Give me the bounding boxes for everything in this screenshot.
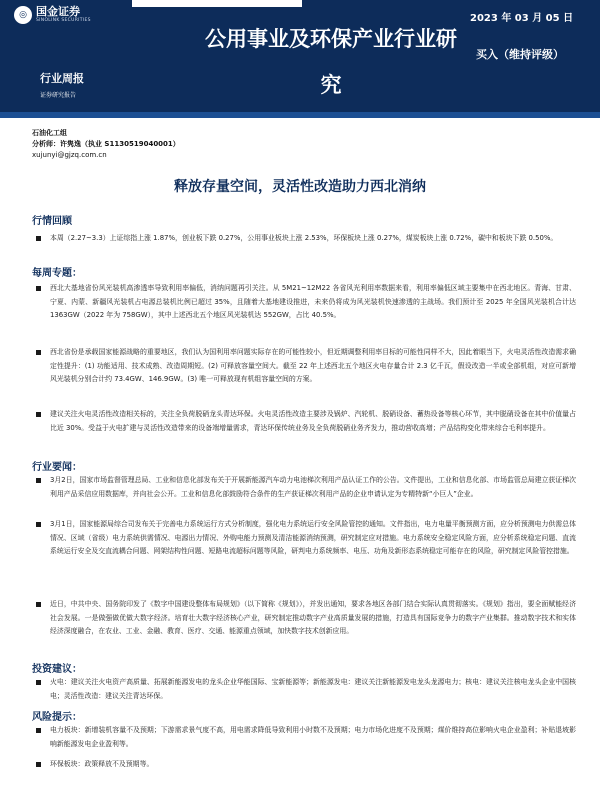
report-title: [186, 16, 476, 108]
bullet-square-icon: [36, 478, 41, 483]
bullet-square-icon: [36, 680, 41, 685]
bullet-text: 电力板块：新增装机容量不及预期；下游需求景气度不高，用电需求降低导致利用小时数不及预期；电力市场化进度不及预期；煤价维持高位影响火电企业盈利；补贴退坡影响新能源发电企业盈利等。: [50, 726, 576, 748]
bullet-risk-1: [36, 724, 576, 751]
report-date: 2023 年 03 月 05 日: [470, 13, 574, 24]
logo-text: 国金证券: [36, 5, 80, 18]
bullet-text: 西北大基地省份风光装机高渗透率导致利用率偏低，消纳问题再引关注。从 5M21~12M22 各省风光利用率数据来看，利用率偏低区域主要集中在西北地区。青海、甘肃、宁夏、内蒙、新疆风光装机占电源总装机比例已超过 35%，且随着大基地建设推进，未来仍将成为风光装机快速渗透的主战场。我们预计至 2025 年全国风光装机合计达 1363GW（2022 年为 758GW），其中上述西北五个地区风光装机达 552GW，占比 40.5%。: [50, 284, 576, 320]
bullet-market-1: [36, 232, 576, 246]
section-risk: 风险提示：: [32, 712, 82, 723]
bullet-topic-3: [36, 408, 576, 435]
bullet-square-icon: [36, 762, 41, 767]
report-type: 行业周报: [40, 72, 84, 85]
bullet-square-icon: [36, 350, 41, 355]
report-subtype: 证券研究报告: [40, 92, 77, 99]
header-accent-bar: [0, 112, 600, 118]
bullet-news-3: [36, 598, 576, 639]
bullet-text: 火电：建议关注火电资产高质量、拓展新能源发电的龙头企业华能国际、宝新能源等；新能源发电：建议关注新能源发电龙头龙源电力；核电：建议关注核电龙头企业中国核电；灵活性改造：建议关注青达环保。: [50, 678, 576, 700]
section-market-review: 行情回顾: [32, 216, 72, 227]
bullet-square-icon: [36, 286, 41, 291]
bullet-topic-2: [36, 346, 576, 387]
author-group: 石油化工组: [32, 129, 67, 137]
report-title-line1: 公用事业及环保产业行业研: [205, 27, 457, 51]
header-white-strip: [132, 0, 302, 7]
bullet-invest-1: [36, 676, 576, 703]
report-headline: 释放存量空间，灵活性改造助力西北消纳: [174, 179, 426, 195]
bullet-square-icon: [36, 602, 41, 607]
logo-subtext: SINOLINK SECURITIES: [36, 18, 91, 23]
section-weekly-topic: 每周专题：: [32, 268, 82, 279]
bullet-text: 近日，中共中央、国务院印发了《数字中国建设整体布局规划》（以下简称《规划》），并发出通知，要求各地区各部门结合实际认真贯彻落实。《规划》指出，要全面赋能经济社会发展。一是做强做优做大数字经济。培育壮大数字经济核心产业，研究制定推动数字产业高质量发展的措施，打造具有国际竞争力的数字产业集群。推动数字技术和实体经济深度融合，在农业、工业、金融、教育、医疗、交通、能源重点领域，加快数字技术创新应用。: [50, 600, 576, 636]
bullet-text: 建议关注火电灵活性改造相关标的，关注全负荷脱硝龙头青达环保。火电灵活性改造主要涉及锅炉、汽轮机、脱硝设备、蓄热设备等核心环节，其中脱硝设备在其中价值量占比近 30%。受益于火电扩建与灵活性改造带来的设备端增量需求，青达环保传统业务及全负荷脱硝业务齐发力，推动营收高增；产品结构变化带来综合毛利率提升。: [50, 410, 576, 432]
bullet-news-2: [36, 518, 576, 559]
analyst-email: xujunyi@gjzq.com.cn: [32, 151, 107, 159]
logo-icon: ◎: [14, 6, 32, 24]
bullet-square-icon: [36, 412, 41, 417]
rating-badge: 买入（维持评级）: [476, 48, 564, 61]
section-industry-news: 行业要闻：: [32, 462, 82, 473]
bullet-square-icon: [36, 236, 41, 241]
bullet-topic-1: [36, 282, 576, 323]
bullet-risk-2: [36, 758, 576, 772]
bullet-square-icon: [36, 728, 41, 733]
bullet-text: 西北省份是承载国家能源战略的重要地区，我们认为国利用率问题实际存在的可能性较小，但近期调整利用率目标的可能性同样不大，因此着眼当下，火电灵活性改造需求确定性提升：(1) 功能适用、技术成熟、改造周期短。(2) 可释放容量空间大。截至 22 年上述西北五个地区火电存量合计 2.3 亿千瓦，假设改造一半或全部机组，对应可新增风光装机分别合计约 73.4GW、146.9GW。(3) 唯一可释放现有机组容量空间的方案。: [50, 348, 576, 384]
bullet-news-1: [36, 474, 576, 501]
bullet-text: 3月2日，国家市场监督管理总局、工业和信息化部发布关于开展新能源汽车动力电池梯次利用产品认证工作的公告。文件提出，工业和信息化部、市场监管总局建立获证梯次利用产品采信应用数据库，并向社会公开。工业和信息化部鼓励符合条件的生产获证梯次利用产品的企业申请认定为专精特新“小巨人”企业。: [50, 476, 576, 498]
bullet-square-icon: [36, 522, 41, 527]
report-title-line2: 究: [320, 73, 342, 97]
bullet-text: 本周（2.27~3.3）上证综指上涨 1.87%，创业板下跌 0.27%，公用事业板块上涨 2.53%，环保板块上涨 0.27%，煤炭板块上涨 0.72%，碳中和板块下跌 0.50%。: [50, 234, 558, 242]
bullet-text: 环保板块：政策释放不及预期等。: [50, 760, 154, 768]
author-block: [32, 128, 180, 161]
bullet-text: 3月1日，国家能源局综合司发布关于完善电力系统运行方式分析制度，强化电力系统运行安全风险管控的通知。文件指出，电力电量平衡预测方面，应分析预测电力供需总体情况、区域（省级）电力系统供需情况、电源出力情况、外购电能力预测及清洁能源消纳预测，研究制定应对措施。电力系统安全稳定风险方面，应分析系统稳定问题、直流系统运行安全及交直流耦合问题、网架结构性问题、短路电流超标问题等风险，研判电力系统频率、电压、功角及新形态系统稳定可能存在的风险，研究制定风险管控措施。: [50, 520, 576, 556]
logo: [14, 6, 91, 24]
section-investment: 投资建议：: [32, 664, 82, 675]
analyst-name: 分析师：许隽逸（执业 S1130519040001）: [32, 140, 180, 148]
